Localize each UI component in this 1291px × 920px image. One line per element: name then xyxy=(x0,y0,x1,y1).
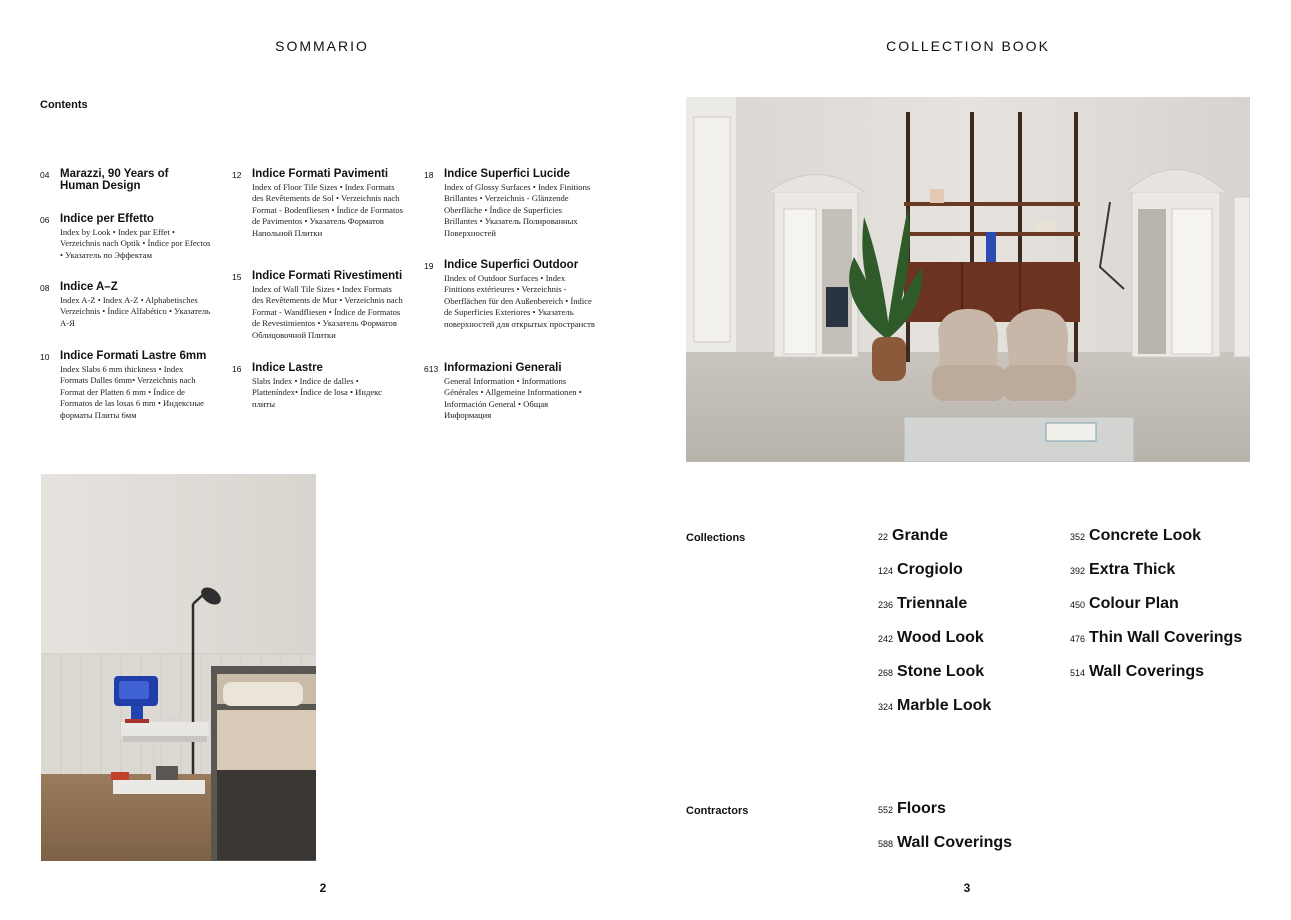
collection-page-number: 352 xyxy=(1070,532,1086,542)
collection-title: Crogiolo xyxy=(897,561,963,578)
collection-item[interactable] xyxy=(1070,629,1242,647)
contractor-page-number: 552 xyxy=(878,805,894,815)
toc-entry[interactable] xyxy=(40,168,220,192)
collection-item[interactable] xyxy=(1070,595,1179,613)
toc-entry[interactable] xyxy=(232,270,412,341)
collections-label: Collections xyxy=(686,532,746,544)
toc-title: Indice Formati Rivestimenti xyxy=(252,270,403,282)
toc-title: Indice Formati Lastre 6mm xyxy=(60,350,207,362)
toc-description: Index of Floor Tile Sizes • Index Formats des Revêtements de Sol • Verzeichnis nach Format - Bodenfliesen • Índice de Formatos de Pavimentos • Указатель Форматов Напольной Плитки xyxy=(252,182,403,238)
collection-page-number: 476 xyxy=(1070,634,1086,644)
collection-item[interactable] xyxy=(1070,663,1204,681)
collection-page-number: 124 xyxy=(878,566,894,576)
toc-description: Index A-Z • Index A-Z • Alphabetisches Verzeichnis • Índice Alfabético • Указатель А-Я xyxy=(60,295,211,328)
collection-title: Extra Thick xyxy=(1089,561,1176,578)
left-page-header: SOMMARIO xyxy=(275,38,369,54)
collection-item[interactable] xyxy=(878,629,984,647)
toc-title: Indice Superfici Lucide xyxy=(444,168,570,180)
collection-page-number: 450 xyxy=(1070,600,1086,610)
toc-page-number: 613 xyxy=(424,364,439,374)
toc-entry[interactable] xyxy=(232,168,412,239)
toc-page-number: 04 xyxy=(40,170,50,180)
toc-title: Indice A–Z xyxy=(60,281,118,293)
toc-description: Index Slabs 6 mm thickness • Index Formats Dalles 6mm• Verzeichnis nach Format der Platten 6 mm • Índice de Formatos de las losas 6 mm • Индексные форматы Плиты 6мм xyxy=(60,364,204,420)
toc-page-number: 10 xyxy=(40,352,50,362)
collection-item[interactable] xyxy=(1070,561,1175,579)
collection-page-number: 22 xyxy=(878,532,889,542)
contractor-page-number: 588 xyxy=(878,839,894,849)
collection-item[interactable] xyxy=(878,663,984,681)
collection-item[interactable] xyxy=(878,595,967,613)
toc-title: Indice Superfici Outdoor xyxy=(444,259,579,271)
collection-title: Triennale xyxy=(897,595,968,612)
toc-entry[interactable] xyxy=(424,259,604,330)
collection-item[interactable] xyxy=(878,697,991,715)
collection-item[interactable] xyxy=(878,561,963,579)
toc-page-number: 18 xyxy=(424,170,434,180)
collection-item[interactable] xyxy=(1070,527,1201,545)
toc-entry[interactable] xyxy=(40,281,220,329)
toc-entry[interactable] xyxy=(40,350,220,421)
bedroom-photo xyxy=(41,474,316,861)
toc-page-number: 08 xyxy=(40,283,50,293)
living-room-photo xyxy=(686,97,1250,462)
toc-page-number: 19 xyxy=(424,261,434,271)
collection-page-number: 268 xyxy=(878,668,894,678)
toc-entry[interactable] xyxy=(232,362,412,410)
collection-title: Colour Plan xyxy=(1089,595,1179,612)
toc-page-number: 12 xyxy=(232,170,242,180)
contractors-label: Contractors xyxy=(686,805,749,817)
toc-page-number: 15 xyxy=(232,272,242,282)
page-number-right: 3 xyxy=(963,881,971,895)
collection-page-number: 324 xyxy=(878,702,894,712)
toc-description: General Information • Informations Générales • Allgemeine Informationen • Información General • Общая Информация xyxy=(444,376,582,421)
toc-entry[interactable] xyxy=(424,362,604,422)
toc-description: Index of Glossy Surfaces • Index Finitions Brillantes • Verzeichnis - Glänzende Oberfläche • Índice de Superficies Brillantes • Указатель Полированных Поверхностей xyxy=(444,182,591,238)
toc-entry[interactable] xyxy=(424,168,604,239)
toc-description: IIndex of Outdoor Surfaces • Index Finitions extérieures • Verzeichnis - Oberflächen für den Außenbereich • Índice de Superficies Exteriores • Указатель поверхностей для открытых пространств xyxy=(444,273,595,329)
collection-page-number: 514 xyxy=(1070,668,1086,678)
toc-description: Index of Wall Tile Sizes • Index Formats des Revêtements de Mur • Verzeichnis nach Format - Wandfliesen • Índice de Formatos de Revestimientos • Указатель Форматов Облицовочной Плитки xyxy=(252,284,403,340)
contractor-item[interactable] xyxy=(878,834,1012,852)
contractor-item[interactable] xyxy=(878,800,946,818)
page-number-left: 2 xyxy=(319,881,327,895)
toc-page-number: 16 xyxy=(232,364,242,374)
collection-title: Wall Coverings xyxy=(1089,663,1205,680)
collection-page-number: 242 xyxy=(878,634,894,644)
collection-title: Stone Look xyxy=(897,663,985,680)
toc-page-number: 06 xyxy=(40,215,50,225)
collection-title: Wood Look xyxy=(897,629,984,646)
collection-page-number: 392 xyxy=(1070,566,1086,576)
toc-title: Indice per Effetto xyxy=(60,213,154,225)
collection-page-number: 236 xyxy=(878,600,894,610)
collection-title: Grande xyxy=(892,527,949,544)
toc-title: Indice Formati Pavimenti xyxy=(252,168,389,180)
right-page-header: COLLECTION BOOK xyxy=(886,38,1050,54)
contractor-title: Floors xyxy=(897,800,946,817)
collection-title: Marble Look xyxy=(897,697,992,714)
contractor-title: Wall Coverings xyxy=(897,834,1013,851)
toc-title: Marazzi, 90 Years of Human Design xyxy=(60,168,169,192)
toc-description: Index by Look • Index par Effet • Verzeichnis nach Optik • Índice por Efectos • Указатель по Эффектам xyxy=(60,227,211,260)
collection-item[interactable] xyxy=(878,527,948,545)
toc-entry[interactable] xyxy=(40,213,220,261)
toc-description: Slabs Index • Indice de dalles • Platteníndex• Índice de losa • Индекс плиты xyxy=(252,376,382,409)
toc-title: Indice Lastre xyxy=(252,362,323,374)
contents-label: Contents xyxy=(40,99,88,111)
toc-title: Informazioni Generali xyxy=(444,362,562,374)
collection-title: Concrete Look xyxy=(1089,527,1202,544)
collection-title: Thin Wall Coverings xyxy=(1089,629,1243,646)
